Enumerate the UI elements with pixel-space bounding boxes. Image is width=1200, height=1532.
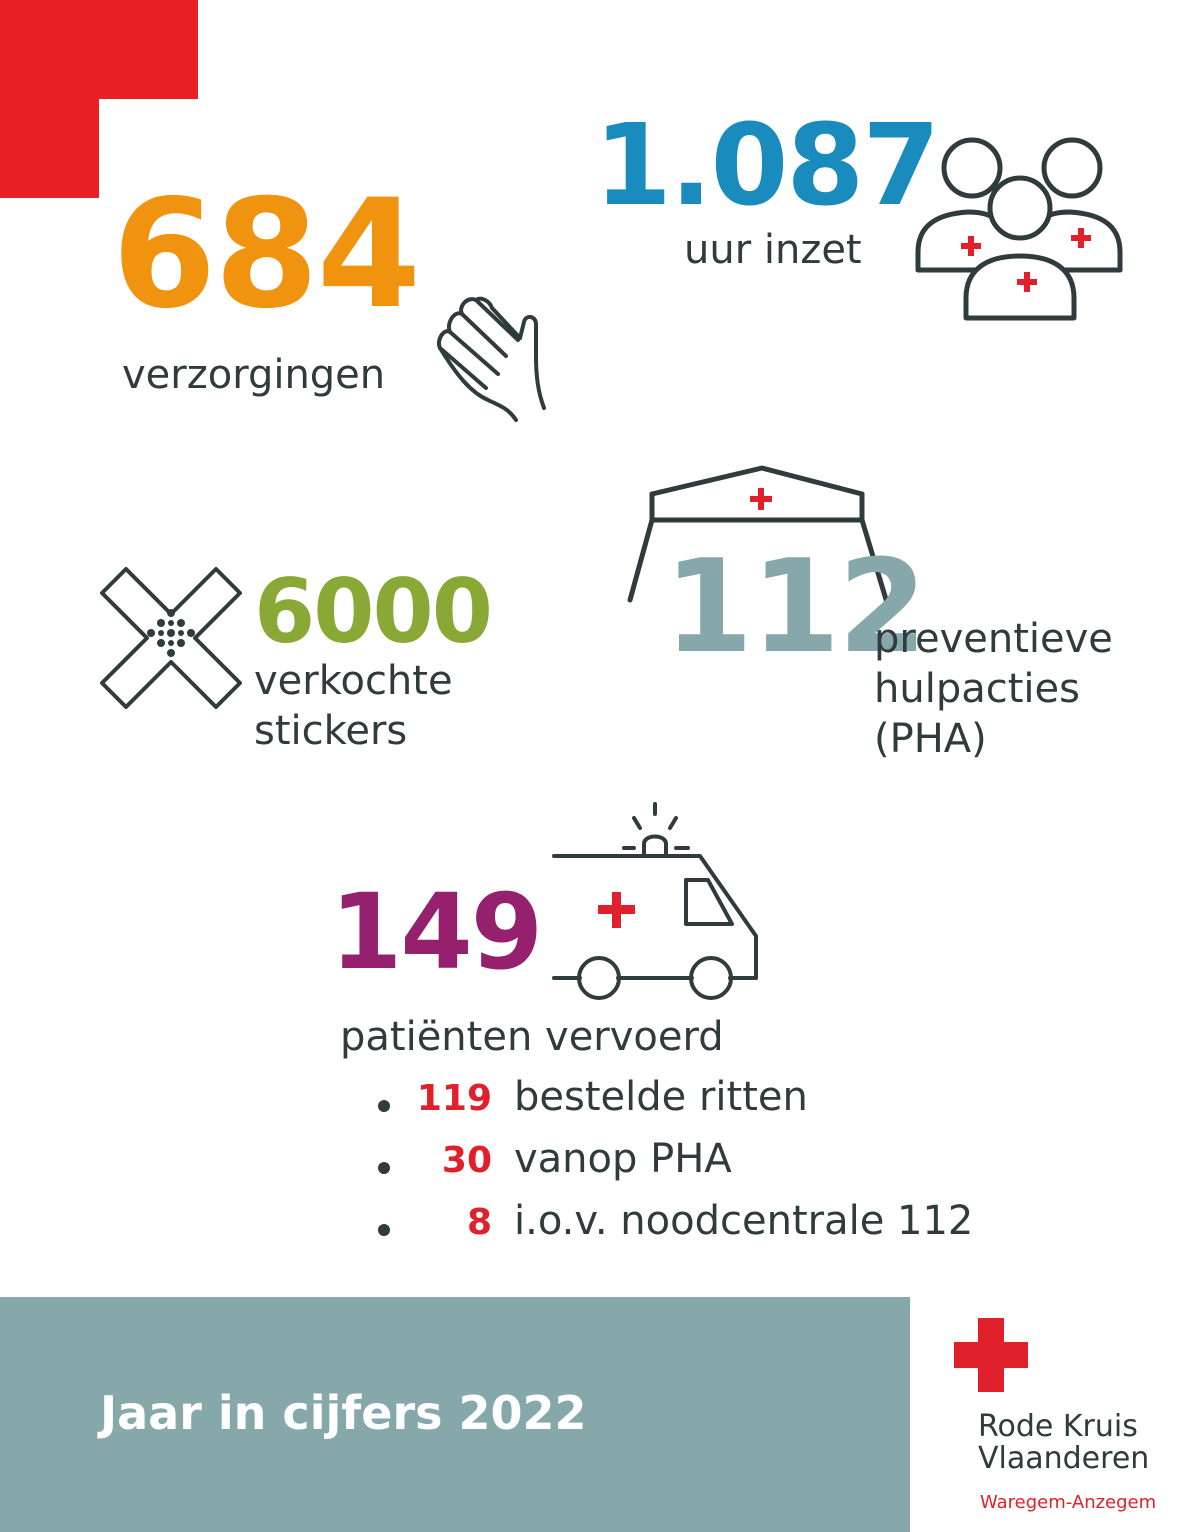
logo-name-line2: Vlaanderen — [978, 1441, 1150, 1476]
bullet-icon — [378, 1100, 390, 1112]
stat-stickers-label-line1: verkochte — [254, 658, 453, 704]
list-item-label: vanop PHA — [514, 1136, 732, 1182]
stat-inzet-value: 1.087 — [594, 101, 939, 231]
logo-division: Waregem-Anzegem — [980, 1492, 1157, 1513]
stat-pha-label — [874, 614, 1113, 764]
footer-title: Jaar in cijfers 2022 — [100, 1386, 587, 1440]
stat-verzorgingen-label: verzorgingen — [122, 352, 386, 398]
corner-decoration — [0, 0, 198, 99]
stat-stickers-label — [254, 656, 453, 756]
bullet-icon — [378, 1224, 390, 1236]
stat-pha-label-line3: (PHA) — [874, 716, 987, 762]
ambulance-icon — [550, 804, 762, 1000]
stat-stickers-label-line2: stickers — [254, 708, 408, 754]
list-item-count: 8 — [466, 1202, 492, 1243]
plaster-icon — [98, 565, 244, 711]
list-item — [378, 1136, 1078, 1198]
logo-name-line1: Rode Kruis — [978, 1409, 1138, 1444]
stat-stickers-value: 6000 — [254, 560, 491, 663]
list-item-count: 119 — [416, 1078, 492, 1119]
list-item — [378, 1074, 1078, 1136]
hand-icon — [436, 292, 548, 422]
stat-vervoer-label: patiënten vervoerd — [340, 1014, 724, 1060]
list-item-label: bestelde ritten — [514, 1074, 808, 1120]
list-item-label: i.o.v. noodcentrale 112 — [514, 1198, 974, 1244]
volunteers-icon — [914, 136, 1124, 322]
stat-pha-value: 112 — [664, 533, 926, 682]
stat-pha-label-line1: preventieve — [874, 616, 1113, 662]
stat-pha-label-line2: hulpacties — [874, 666, 1080, 712]
list-item — [378, 1198, 1078, 1260]
stat-vervoer-value: 149 — [330, 871, 542, 993]
bullet-icon — [378, 1162, 390, 1174]
red-cross-logo-icon — [954, 1342, 1028, 1368]
list-item-count: 30 — [441, 1140, 492, 1181]
stat-verzorgingen-value: 684 — [112, 168, 420, 342]
stat-inzet-label: uur inzet — [684, 227, 862, 273]
corner-decoration — [0, 99, 99, 198]
